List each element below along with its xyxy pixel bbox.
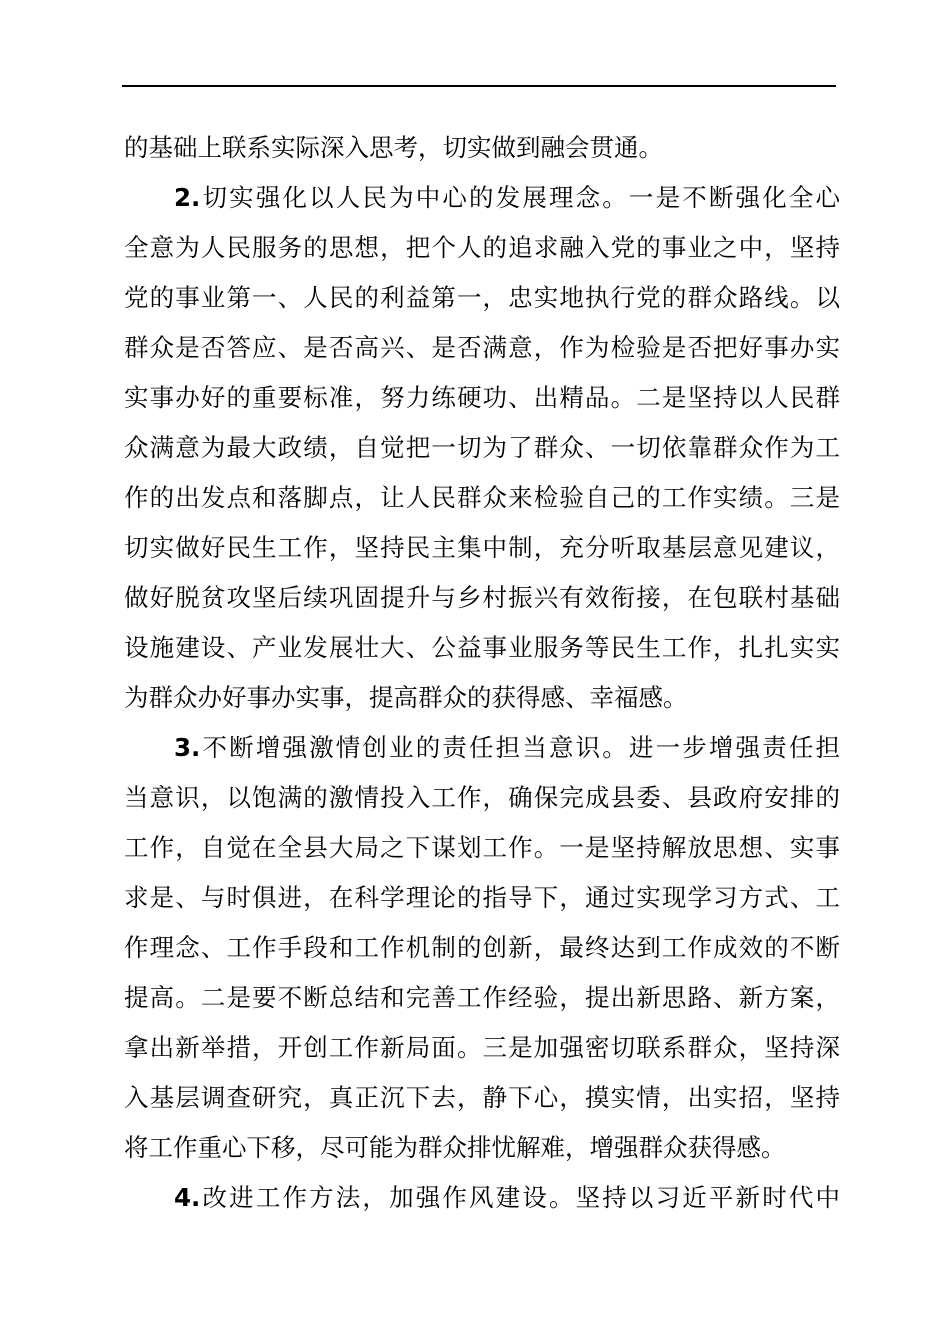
text-line: 作理念、工作手段和工作机制的创新，最终达到工作成效的不断 bbox=[124, 933, 840, 962]
text-line: 切实强化以人民为中心的发展理念。一是不断强化全心 bbox=[200, 183, 840, 212]
text-line: 入基层调查研究，真正沉下去，静下心，摸实情，出实招，坚持 bbox=[124, 1083, 840, 1112]
text-line: 党的事业第一、人民的利益第一，忠实地执行党的群众路线。以 bbox=[124, 283, 840, 312]
text-line: 的基础上联系实际深入思考，切实做到融会贯通。 bbox=[124, 133, 663, 162]
text-line: 全意为人民服务的思想，把个人的追求融入党的事业之中，坚持 bbox=[124, 233, 840, 262]
text-line: 改进工作方法，加强作风建设。坚持以习近平新时代中 bbox=[200, 1183, 840, 1212]
text-line: 切实做好民生工作，坚持民主集中制，充分听取基层意见建议， bbox=[124, 533, 840, 562]
text-line: 工作，自觉在全县大局之下谋划工作。一是坚持解放思想、实事 bbox=[124, 833, 840, 862]
header-rule bbox=[122, 85, 836, 87]
text-line: 将工作重心下移，尽可能为群众排忧解难，增强群众获得感。 bbox=[124, 1133, 786, 1162]
paragraph-first-line bbox=[174, 183, 840, 213]
paragraph-number: 3. bbox=[174, 733, 201, 762]
text-line: 群众是否答应、是否高兴、是否满意，作为检验是否把好事办实 bbox=[124, 333, 840, 362]
paragraph-first-line bbox=[174, 1183, 840, 1213]
text-line: 做好脱贫攻坚后续巩固提升与乡村振兴有效衔接，在包联村基础 bbox=[124, 583, 840, 612]
text-line: 当意识，以饱满的激情投入工作，确保完成县委、县政府安排的 bbox=[124, 783, 840, 812]
text-line: 提高。二是要不断总结和完善工作经验，提出新思路、新方案， bbox=[124, 983, 840, 1012]
text-line: 求是、与时俱进，在科学理论的指导下，通过实现学习方式、工 bbox=[124, 883, 840, 912]
paragraph-number: 2. bbox=[174, 183, 201, 212]
paragraph-number: 4. bbox=[174, 1183, 201, 1212]
paragraph-first-line bbox=[174, 733, 840, 763]
text-line: 拿出新举措，开创工作新局面。三是加强密切联系群众，坚持深 bbox=[124, 1033, 840, 1062]
text-line: 不断增强激情创业的责任担当意识。进一步增强责任担 bbox=[200, 733, 840, 762]
text-line: 众满意为最大政绩，自觉把一切为了群众、一切依靠群众作为工 bbox=[124, 433, 840, 462]
text-line: 实事办好的重要标准，努力练硬功、出精品。二是坚持以人民群 bbox=[124, 383, 840, 412]
text-line: 设施建设、产业发展壮大、公益事业服务等民生工作，扎扎实实 bbox=[124, 633, 840, 662]
text-line: 作的出发点和落脚点，让人民群众来检验自己的工作实绩。三是 bbox=[124, 483, 840, 512]
text-line: 为群众办好事办实事，提高群众的获得感、幸福感。 bbox=[124, 683, 688, 712]
